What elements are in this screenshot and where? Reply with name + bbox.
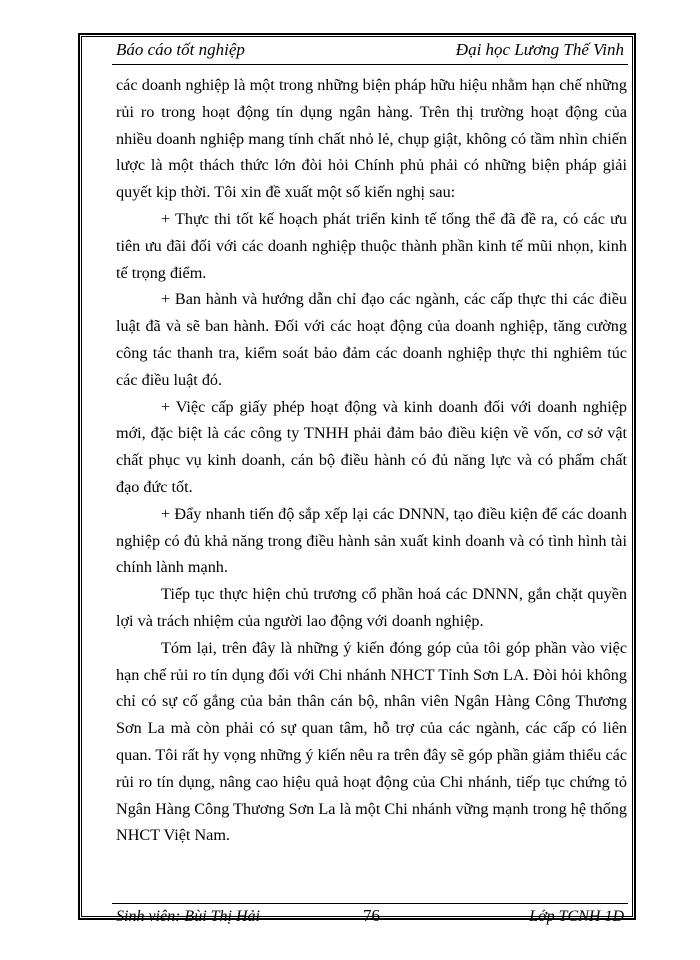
page-number: 76 (363, 906, 380, 925)
paragraph-recommendation-3: + Việc cấp giấy phép hoạt động và kinh doanh đối với doanh nghiệp mới, đặc biệt là các công ty TNHH phải đảm bảo điều kiện về vốn, cơ sở vật chất phục vụ kinh doanh, cán bộ điều hành có đủ năng lực và có phẩm chất đạo đức tốt. (116, 397, 627, 496)
paragraph-intro: các doanh nghiệp là một trong những biện pháp hữu hiệu nhằm hạn chế những rủi ro trong hoạt động tín dụng ngân hàng. Trên thị trường hoạt động của nhiều doanh nghiệp mang tính chất nhỏ lẻ, chụp giật, không có tầm nhìn chiến lược là một thách thức lớn đòi hỏi Chính phủ phải có những biện pháp giải quyết kịp thời. Tôi xin đề xuất một số kiến nghị sau: (116, 76, 627, 202)
footer-student: Sinh viên: Bùi Thị Hải (116, 908, 260, 925)
paragraph-equitization: Tiếp tục thực hiện chủ trương cổ phần hoá các DNNN, gắn chặt quyền lợi và trách nhiệm của người lao động với doanh nghiệp. (116, 585, 627, 630)
paragraph-recommendation-1: + Thực thi tốt kế hoạch phát triển kinh tế tổng thể đã đề ra, có các ưu tiên ưu đãi đối với các doanh nghiệp thuộc thành phần kinh tế mũi nhọn, kinh tế trọng điểm. (116, 209, 627, 282)
paragraph-conclusion: Tóm lại, trên đây là những ý kiến đóng góp của tôi góp phần vào việc hạn chế rủi ro tín dụng đối với Chi nhánh NHCT Tỉnh Sơn LA. Đòi hỏi không chỉ có sự cố gắng của bản thân cán bộ, nhân viên Ngân Hàng Công Thương Sơn La mà còn phải có sự quan tâm, hỗ trợ của các ngành, các cấp có liên quan. Tôi rất hy vọng những ý kiến nêu ra trên đây sẽ góp phần giảm thiểu các rủi ro tín dụng, nâng cao hiệu quả hoạt động của Chi nhánh, tiếp tục chứng tỏ Ngân Hàng Công Thương Sơn La là một Chi nhánh vững mạnh trong hệ thống NHCT Việt Nam. (116, 638, 627, 845)
paragraph-recommendation-4: + Đẩy nhanh tiến độ sắp xếp lại các DNNN, tạo điều kiện để các doanh nghiệp có đủ khả năng trong điều hành sản xuất kinh doanh và có tình hình tài chính lành mạnh. (116, 504, 627, 577)
paragraph-recommendation-2: + Ban hành và hướng dẫn chỉ đạo các ngành, các cấp thực thi các điều luật đã và sẽ ban hành. Đối với các hoạt động của doanh nghiệp, tăng cường công tác thanh tra, kiểm soát bảo đảm các doanh nghiệp thực thi nghiêm túc các điều luật đó. (116, 290, 627, 389)
header-report-title: Báo cáo tốt nghiệp (116, 40, 245, 59)
header-university: Đại học Lương Thế Vinh (455, 40, 624, 59)
footer-rule (112, 903, 628, 904)
header-rule (112, 64, 628, 65)
page-footer (116, 906, 624, 932)
footer-class: Lớp TCNH 1D (529, 908, 624, 925)
body-text (116, 72, 627, 849)
page-header (116, 36, 624, 62)
